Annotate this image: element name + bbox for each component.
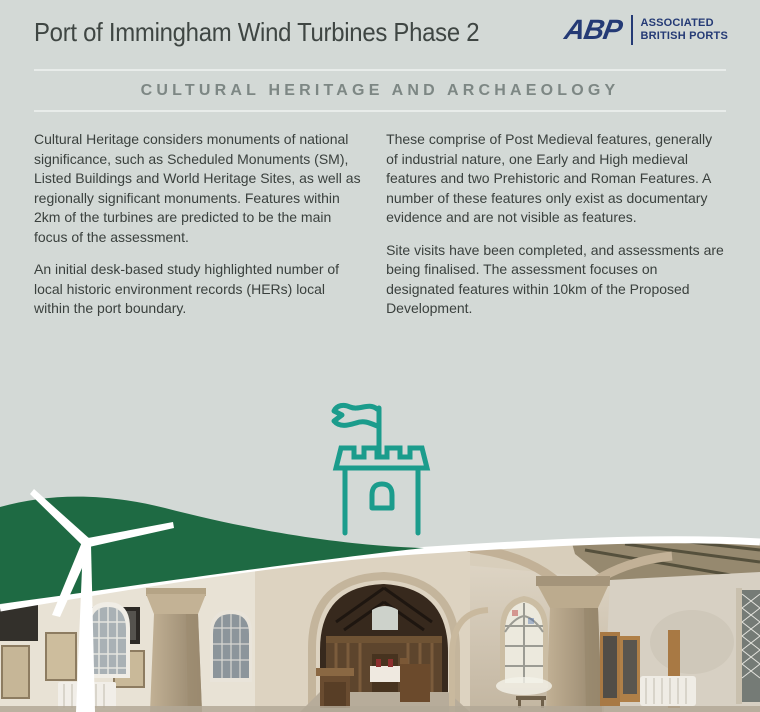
abp-logo <box>562 14 728 45</box>
abp-logo-text <box>640 17 728 44</box>
section-heading: CULTURAL HERITAGE AND ARCHAEOLOGY <box>140 82 620 99</box>
right-paragraph-2: Site visits have been completed, and assessments are being finalised. The assessment focuses on designated features within 10km of the Proposed Development. <box>386 241 724 316</box>
abp-logo-line1: ASSOCIATED <box>640 16 714 29</box>
flag <box>334 405 377 426</box>
abp-logo-line2: BRITISH PORTS <box>640 30 728 42</box>
page-title: Port of Immingham Wind Turbines Phase 2 <box>34 17 480 47</box>
right-paragraph-1: These comprise of Post Medieval features, generally of industrial nature, one Early and High medieval features and two Prehistoric and Roman Features. A number of these features only exist as documentary evidence and are not visible as features. <box>386 131 713 225</box>
left-paragraph-1: Cultural Heritage considers monuments of national significance, such as Scheduled Monuments (SM), Listed Buildings and World Heritage Sites, as well as regionally significant monuments. Features within 2km of the turbines are predicted to be the main focus of the assessment. <box>34 131 361 245</box>
left-column <box>34 130 364 332</box>
right-column <box>386 130 726 332</box>
abp-logo-mark: ABP <box>562 14 625 45</box>
divider-line-bottom <box>34 110 726 112</box>
left-paragraph-2: An initial desk-based study highlighted number of local historic environment records (HERs) local within the port boundary. <box>34 261 340 316</box>
tower-door <box>372 484 392 508</box>
divider-line-top <box>34 69 726 71</box>
castle-flag-icon <box>330 402 434 536</box>
body-columns <box>34 130 726 332</box>
logo-divider <box>631 15 633 45</box>
turbine-hub <box>82 538 93 549</box>
